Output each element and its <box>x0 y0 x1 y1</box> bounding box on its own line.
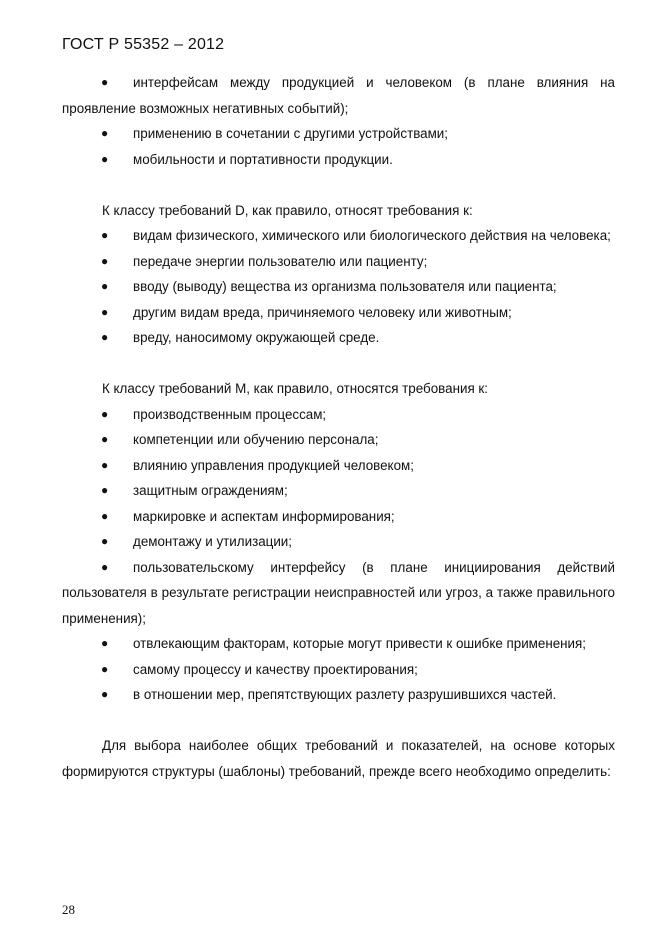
document-header: ГОСТ Р 55352 – 2012 <box>62 36 225 53</box>
paragraph-final: Для выбора наиболее общих требований и показателей, на основе которых формируются структуры (шаблоны) требований, прежде всего необходимо определить: <box>62 738 615 779</box>
bullet-icon: ● <box>101 687 109 701</box>
list-item <box>62 249 615 275</box>
list-item <box>62 427 615 453</box>
list-item-text: маркировке и аспектам информирования; <box>133 508 395 524</box>
list-item-text: защитным ограждениям; <box>133 483 288 498</box>
list-item-text: производственным процессам; <box>133 406 327 422</box>
bullet-icon: ● <box>101 151 109 166</box>
list-item <box>62 657 615 683</box>
list-item-text: мобильности и портативности продукции. <box>133 151 393 167</box>
bullet-icon: ● <box>101 304 109 319</box>
list-item <box>62 453 615 479</box>
page-content <box>62 70 615 784</box>
bullet-icon: ● <box>101 279 109 293</box>
bullet-icon: ● <box>101 330 109 344</box>
list-item <box>62 147 615 173</box>
bullet-icon: ● <box>101 534 109 548</box>
list-item-text: передаче энергии пользователю или пациенту; <box>133 253 428 269</box>
list-item <box>62 682 615 708</box>
list-item-text: влиянию управления продукцией человеком; <box>133 457 414 473</box>
bullet-icon: ● <box>101 559 109 574</box>
list-item <box>62 300 615 326</box>
list-item-text: отвлекающим факторам, которые могут привести к ошибке применения; <box>133 636 587 651</box>
list-item <box>62 504 615 530</box>
list-item-text: другим видам вреда, причиняемого человеку или животным; <box>133 304 512 320</box>
list-item <box>62 70 615 121</box>
paragraph-class-m-intro: К классу требований M, как правило, относятся требования к: <box>102 381 488 396</box>
list-item <box>62 121 615 147</box>
bullet-icon: ● <box>101 406 109 421</box>
page-number: 28 <box>62 902 75 917</box>
list-item-text: демонтажу и утилизации; <box>133 534 293 549</box>
list-item-text: вводу (выводу) вещества из организма пользователя или пациента; <box>133 279 557 294</box>
bullet-icon: ● <box>101 508 109 523</box>
list-item <box>62 529 615 555</box>
list-item-text: применению в сочетании с другими устройствами; <box>133 126 449 141</box>
bullet-icon: ● <box>101 661 109 676</box>
bullet-icon: ● <box>101 253 109 268</box>
list-item <box>62 478 615 504</box>
bullet-icon: ● <box>101 457 109 472</box>
bullet-icon: ● <box>101 432 109 446</box>
spacer <box>62 351 615 377</box>
bullet-icon: ● <box>101 75 109 89</box>
bullet-icon: ● <box>101 483 109 497</box>
list-item <box>62 402 615 428</box>
list-item-text: пользовательскому интерфейсу (в плане инициирования действий пользователя в результате регистрации неисправностей или угроз, а также правильного применения); <box>62 559 615 626</box>
list-item-text: самому процессу и качеству проектирования; <box>133 661 418 677</box>
bullet-icon: ● <box>101 636 109 650</box>
list-item <box>62 631 615 657</box>
list-item-text: видам физического, химического или биологического действия на человека; <box>133 228 611 243</box>
list-item-text: компетенции или обучению персонала; <box>133 432 379 447</box>
paragraph-class-d-intro: К классу требований D, как правило, относят требования к: <box>102 202 473 218</box>
list-item <box>62 274 615 300</box>
spacer <box>62 172 615 198</box>
list-item <box>62 325 615 351</box>
list-item <box>62 223 615 249</box>
spacer <box>62 708 615 734</box>
list-item <box>62 555 615 632</box>
bullet-icon: ● <box>101 228 109 242</box>
list-item-text: интерфейсам между продукцией и человеком (в плане влияния на проявление возможных негативных событий); <box>62 75 615 116</box>
list-item-text: в отношении мер, препятствующих разлету разрушившихся частей. <box>133 687 557 702</box>
bullet-icon: ● <box>101 126 109 140</box>
list-item-text: вреду, наносимому окружающей среде. <box>133 330 380 345</box>
